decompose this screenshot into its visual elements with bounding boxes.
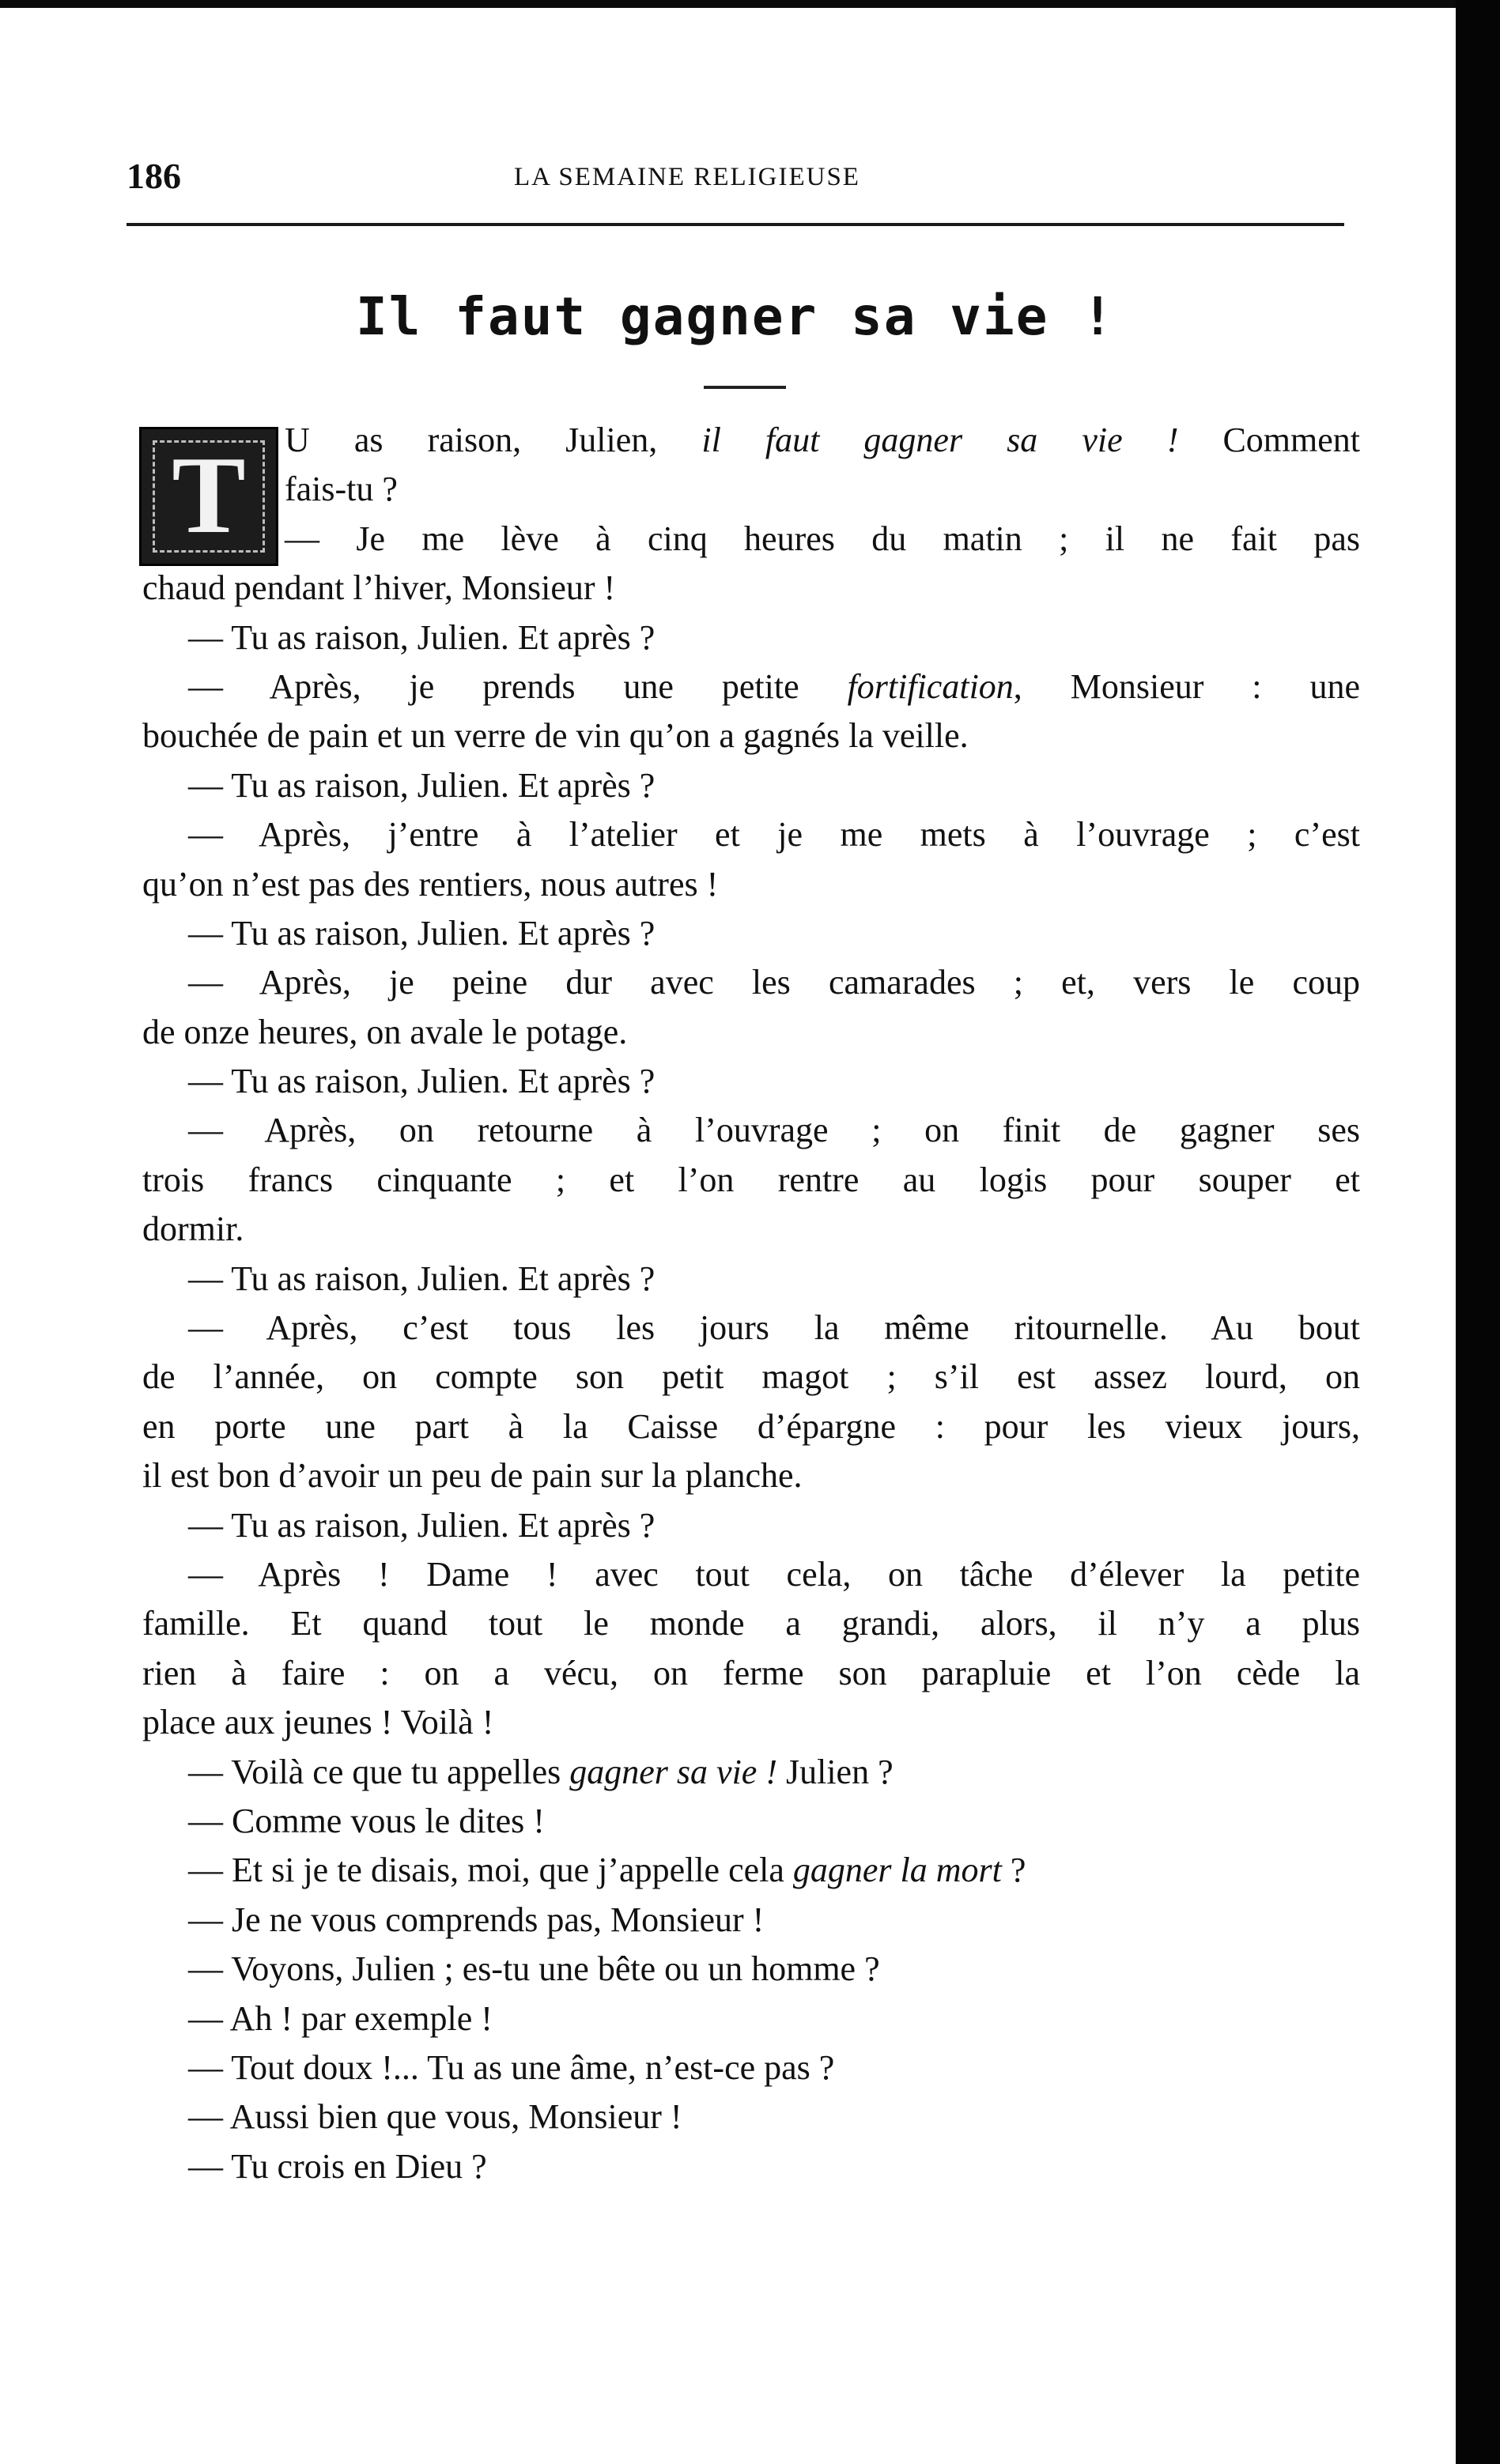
text-line: — Tout doux !... Tu as une âme, n’est-ce pas ? bbox=[188, 2047, 835, 2087]
text-line: en porte une part à la Caisse d’épargne : pour les vieux jours, bbox=[142, 1406, 1360, 1446]
text-line: qu’on n’est pas des rentiers, nous autres ! bbox=[142, 864, 719, 904]
text-line: de onze heures, on avale le potage. bbox=[142, 1012, 628, 1051]
article-body bbox=[142, 416, 1360, 2191]
text-line bbox=[142, 1748, 1360, 1797]
text-line: — Tu as raison, Julien. Et après ? bbox=[188, 1505, 656, 1545]
text-run: Comment bbox=[1178, 421, 1360, 459]
text-line: — Après, c’est tous les jours la même ritournelle. Au bout bbox=[188, 1308, 1360, 1348]
italic-run: gagner sa vie ! bbox=[569, 1752, 777, 1791]
page-number: 186 bbox=[127, 156, 181, 196]
text-line bbox=[142, 1846, 1360, 1895]
text-line: bouchée de pain et un verre de vin qu’on a gagnés la veille. bbox=[142, 716, 969, 756]
text-line: — Après, je peine dur avec les camarades ; et, vers le coup bbox=[188, 963, 1360, 1002]
text-line: — Voyons, Julien ; es-tu une bête ou un homme ? bbox=[188, 1949, 880, 1989]
scan-top-border bbox=[0, 0, 1500, 8]
text-run: — Voilà ce que tu appelles bbox=[188, 1752, 570, 1791]
text-line bbox=[142, 416, 1360, 465]
text-run: U as raison, Julien, bbox=[285, 421, 702, 459]
text-line bbox=[142, 662, 1360, 711]
text-line: famille. Et quand tout le monde a grandi, alors, il n’y a plus bbox=[142, 1604, 1360, 1643]
article-title: Il faut gagner sa vie ! bbox=[356, 286, 1115, 347]
text-line: dormir. bbox=[142, 1209, 244, 1249]
title-rule bbox=[704, 386, 786, 389]
text-line: — Tu as raison, Julien. Et après ? bbox=[188, 913, 656, 953]
drop-cap-letter: T bbox=[172, 434, 246, 557]
text-line: — Tu as raison, Julien. Et après ? bbox=[188, 1062, 656, 1101]
text-line: — Tu as raison, Julien. Et après ? bbox=[188, 1258, 656, 1298]
text-line: fais-tu ? bbox=[285, 470, 398, 509]
text-line: — Comme vous le dites ! bbox=[188, 1801, 545, 1840]
text-line: — Tu as raison, Julien. Et après ? bbox=[188, 765, 656, 805]
text-run: Julien ? bbox=[776, 1752, 894, 1791]
text-line: — Après, j’entre à l’atelier et je me mets à l’ouvrage ; c’est bbox=[188, 815, 1360, 855]
text-line: — Je ne vous comprends pas, Monsieur ! bbox=[188, 1900, 765, 1939]
text-run: ? bbox=[1001, 1851, 1026, 1890]
text-run: — Et si je te disais, moi, que j’appelle cela bbox=[188, 1851, 793, 1890]
italic-run: il faut gagner sa vie ! bbox=[701, 421, 1179, 459]
italic-run: fortification bbox=[847, 666, 1014, 706]
text-line: il est bon d’avoir un peu de pain sur la planche. bbox=[142, 1456, 803, 1496]
text-line: — Après, on retourne à l’ouvrage ; on finit de gagner ses bbox=[188, 1111, 1360, 1150]
text-run: , Monsieur : une bbox=[1013, 666, 1360, 706]
running-head bbox=[127, 155, 1344, 202]
italic-run: gagner la mort bbox=[792, 1851, 1002, 1890]
text-line: — Aussi bien que vous, Monsieur ! bbox=[188, 2097, 682, 2137]
text-line: de l’année, on compte son petit magot ; s’il est assez lourd, on bbox=[142, 1357, 1360, 1397]
text-line: — Tu crois en Dieu ? bbox=[188, 2146, 487, 2186]
text-line: trois francs cinquante ; et l’on rentre au logis pour souper et bbox=[142, 1160, 1360, 1199]
text-line: place aux jeunes ! Voilà ! bbox=[142, 1703, 494, 1742]
text-line: — Tu as raison, Julien. Et après ? bbox=[188, 617, 656, 657]
text-line: rien à faire : on a vécu, on ferme son parapluie et l’on cède la bbox=[142, 1653, 1360, 1692]
text-line: — Je me lève à cinq heures du matin ; il ne fait pas bbox=[285, 519, 1360, 558]
scan-right-border bbox=[1456, 0, 1500, 2464]
text-line: — Après ! Dame ! avec tout cela, on tâche d’élever la petite bbox=[188, 1554, 1360, 1594]
text-run: — Après, je prends une petite bbox=[188, 666, 848, 706]
text-line: — Ah ! par exemple ! bbox=[188, 1998, 493, 2038]
text-line: chaud pendant l’hiver, Monsieur ! bbox=[142, 568, 616, 608]
header-rule bbox=[127, 223, 1344, 226]
journal-title: LA SEMAINE RELIGIEUSE bbox=[514, 163, 860, 191]
